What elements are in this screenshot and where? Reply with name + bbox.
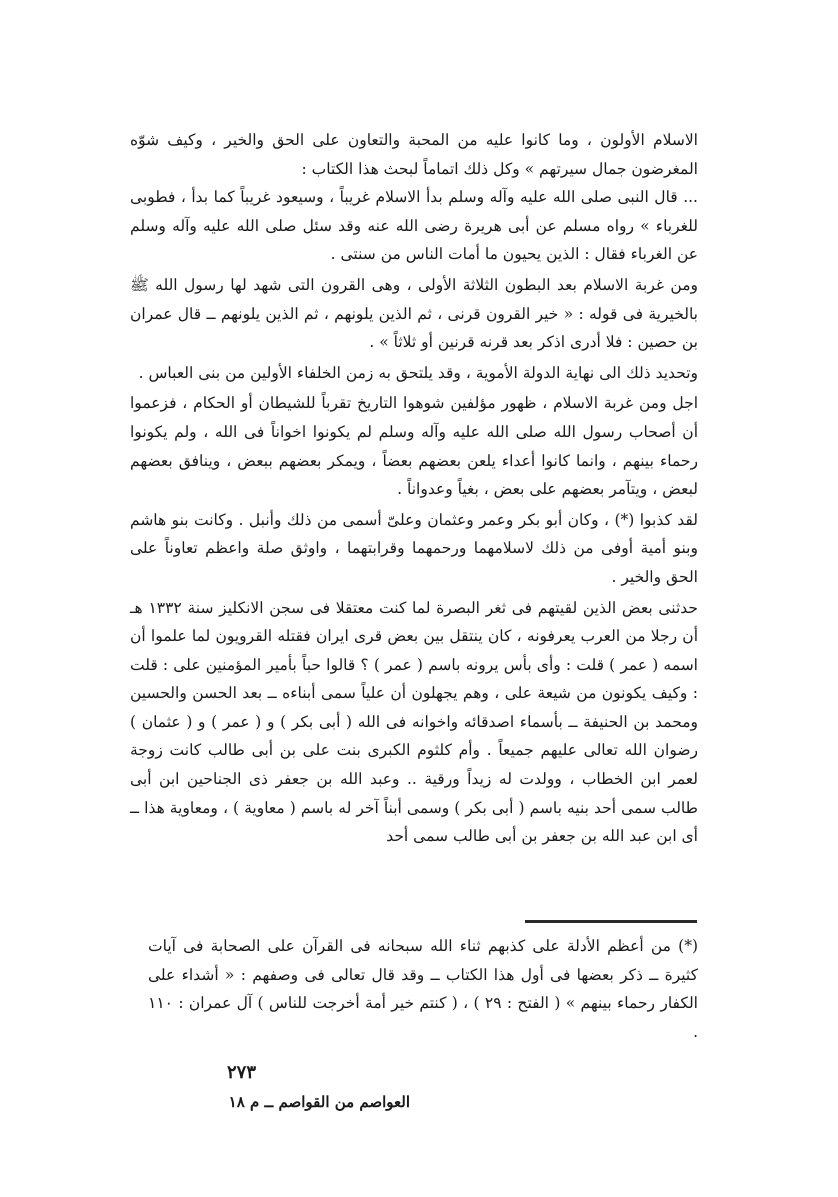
paragraph-4: وتحديد ذلك الى نهاية الدولة الأموية ، وقد يلتحق به زمن الخلفاء الأولين من بنى العباس .: [138, 363, 698, 382]
footnote: [148, 932, 698, 1046]
paragraph-7: حدثنى بعض الذين لقيتهم فى ثغر البصرة لما كنت معتقلا فى سجن الانكليز سنة ١٣٣٢ هـ أن رجلا من العرب يعرفونه ، كان ينتقل بين بعض قرى ايران فقتله القرويون لما علموا أن اسمه ( عمر ) قلت : وأى بأس يرونه باسم ( عمر ) ؟ قالوا حباً بأمير المؤمنين على : قلت : وكيف يكونون من شيعة على ، وهم يجهلون أن علياً سمى أبناءه ــ بعد الحسن والحسين ومحمد بن الحنيفة ــ بأسماء اصدقائه واخوانه فى الله ( أبى بكر ) و ( عمر ) و ( عثمان ) رضوان الله تعالى عليهم جميعاً . وأم كلثوم الكبرى بنت على بن أبى طالب كانت زوجة لعمر ابن الخطاب ، وولدت له زيداً ورقية .. وعبد الله بن جعفر ذى الجناحين ابن أبى طالب سمى أحد بنيه باسم ( أبى بكر ) وسمى أبناً آخر له باسم ( معاوية ) ، ومعاوية هذا ــ أى ابن عبد الله بن جعفر بن أبى طالب سمى أحد: [130, 598, 698, 846]
paragraph-3: ومن غربة الاسلام بعد البطون الثلاثة الأولى ، وهى القرون التى شهد لها رسول الله ﷺ بالخيرية فى قوله : « خير القرون قرنى ، ثم الذين يلونهم ، ثم الذين يلونهم ــ قال عمران بن حصين : فلا أدرى اذكر بعد قرنه قرنين أو ثلاثاً » .: [130, 275, 698, 352]
paragraph-6: لقد كذبوا (*) ، وكان أبو بكر وعمر وعثمان وعلىّ أسمى من ذلك وأنبل . وكانت بنو هاشم وبنو أمية أوفى من ذلك لاسلامهما ورحمهما وقرابتهما ، واوثق صلة واعظم تعاوناً على الحق والخير .: [130, 510, 698, 586]
main-text: [130, 126, 698, 851]
footnote-text: (*) من أعظم الأدلة على كذبهم ثناء الله سبحانه فى القرآن على الصحابة فى آيات كثيرة ــ ذكر بعضها فى أول هذا الكتاب ــ وقد قال تعالى فى وصفهم : « أشداء على الكفار رحماء بينهم » ( الفتح : ٢٩ ) ، ( كنتم خير أمة أخرجت للناس ) آل عمران : ١١٠ .: [148, 937, 698, 1041]
paragraph-2: ... قال النبى صلى الله عليه وآله وسلم بدأ الاسلام غريباً ، وسيعود غريباً كما بدأ ، فطوبى للغرباء » رواه مسلم عن أبى هريرة رضى الله عنه وقد سئل صلى الله عليه وآله وسلم عن الغرباء فقال : الذين يحيون ما أمات الناس من سنتى .: [130, 188, 698, 264]
footnote-divider: [525, 920, 697, 923]
paragraph-5: اجل ومن غربة الاسلام ، ظهور مؤلفين شوهوا التاريخ تقرباً للشيطان أو الحكام ، فزعموا أن أصحاب رسول الله صلى الله عليه وآله وسلم لم يكونوا اخواناً فى الله ، ولم يكونوا رحماء بينهم ، وانما كانوا أعداء يلعن بعضهم بعضاً ، ويمكر بعضهم ببعض ، وينافق بعضهم لبعض ، ويتآمر بعضهم على بعض ، بغياً وعدواناً .: [130, 394, 698, 499]
paragraph-1: الاسلام الأولون ، وما كانوا عليه من المحبة والتعاون على الحق والخير ، وكيف شوّه المغرضون جمال سيرتهم » وكل ذلك اتماماً لبحث هذا الكتاب :: [130, 131, 698, 178]
running-footer: العواصم من القواصم ــ م ١٨: [228, 1093, 410, 1111]
page-number: ٢٧٣: [226, 1062, 256, 1083]
